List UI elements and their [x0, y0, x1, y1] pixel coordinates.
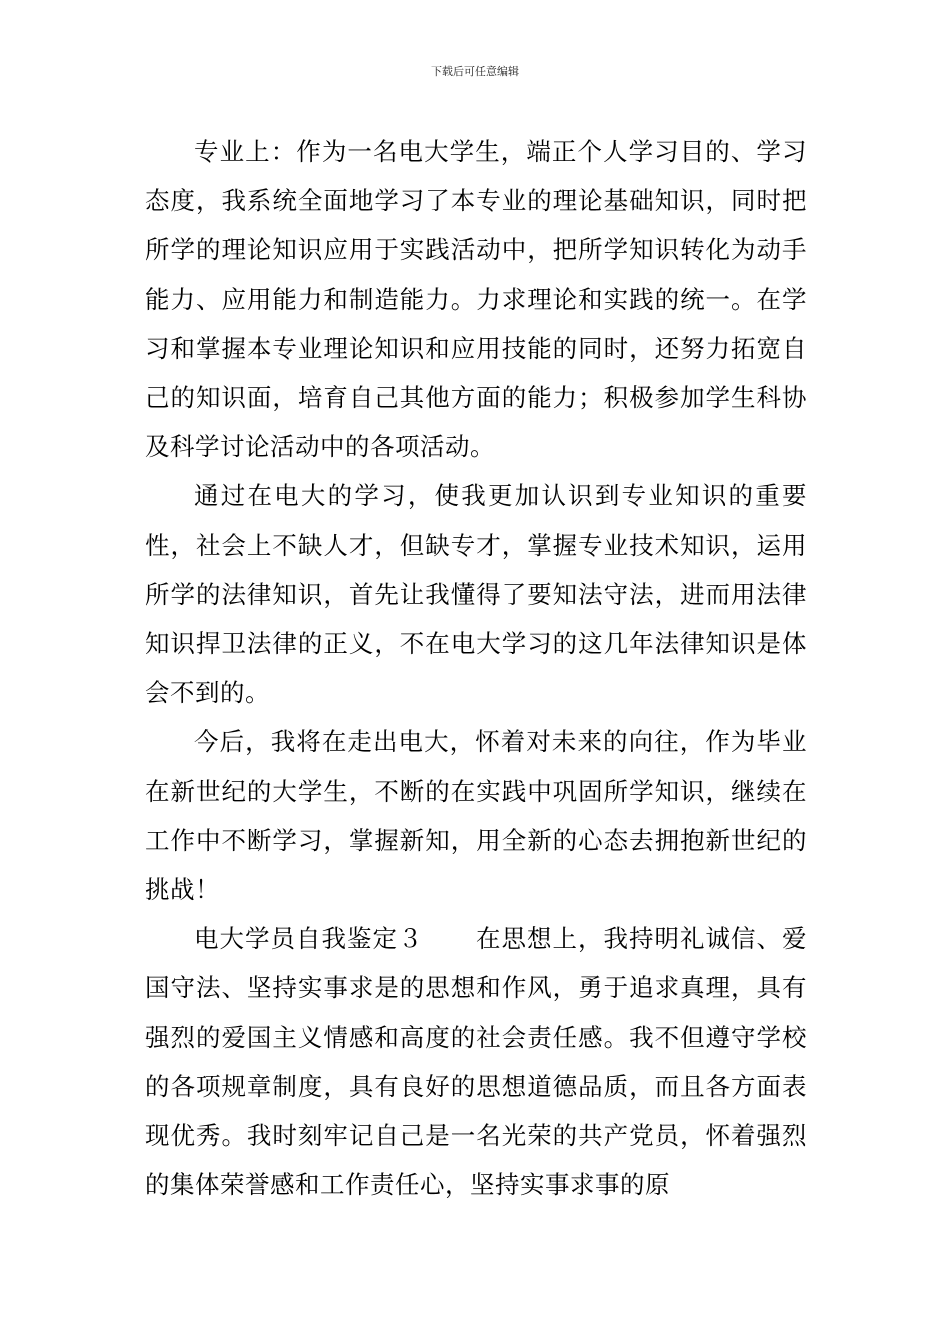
paragraph-future-plans: 今后，我将在走出电大，怀着对未来的向往，作为毕业在新世纪的大学生，不断的在实践中巩固所学知识，继续在工作中不断学习，掌握新知，用全新的心态去拥抱新世纪的挑战！	[145, 727, 807, 905]
paragraph-major-study: 专业上：作为一名电大学生，端正个人学习目的、学习态度，我系统全面地学习了本专业的理论基础知识，同时把所学的理论知识应用于实践活动中，把所学知识转化为动手能力、应用能力和制造能力。力求理论和实践的统一。在学习和掌握本专业理论知识和应用技能的同时，还努力拓宽自己的知识面，培育自己其他方面的能力；积极参加学生科协及科学讨论活动中的各项活动。	[145, 137, 807, 462]
section-text: 在思想上，我持明礼诚信、爱国守法、坚持实事求是的思想和作风，勇于追求真理，具有强烈的爱国主义情感和高度的社会责任感。我不但遵守学校的各项规章制度，具有良好的思想道德品质，而且各方面表现优秀。我时刻牢记自己是一名光荣的共产党员，怀着强烈的集体荣誉感和工作责任心，坚持实事求事的原	[145, 924, 807, 1200]
page-header-note: 下载后可任意编辑	[431, 65, 519, 78]
paragraph-self-assessment-3	[145, 914, 807, 1209]
paragraph-legal-knowledge: 通过在电大的学习，使我更加认识到专业知识的重要性，社会上不缺人才，但缺专才，掌握专业技术知识，运用所学的法律知识，首先让我懂得了要知法守法，进而用法律知识捍卫法律的正义，不在电大学习的这几年法律知识是体会不到的。	[145, 481, 807, 708]
section-title: 电大学员自我鉴定３	[194, 924, 424, 954]
document-body	[145, 127, 807, 1209]
